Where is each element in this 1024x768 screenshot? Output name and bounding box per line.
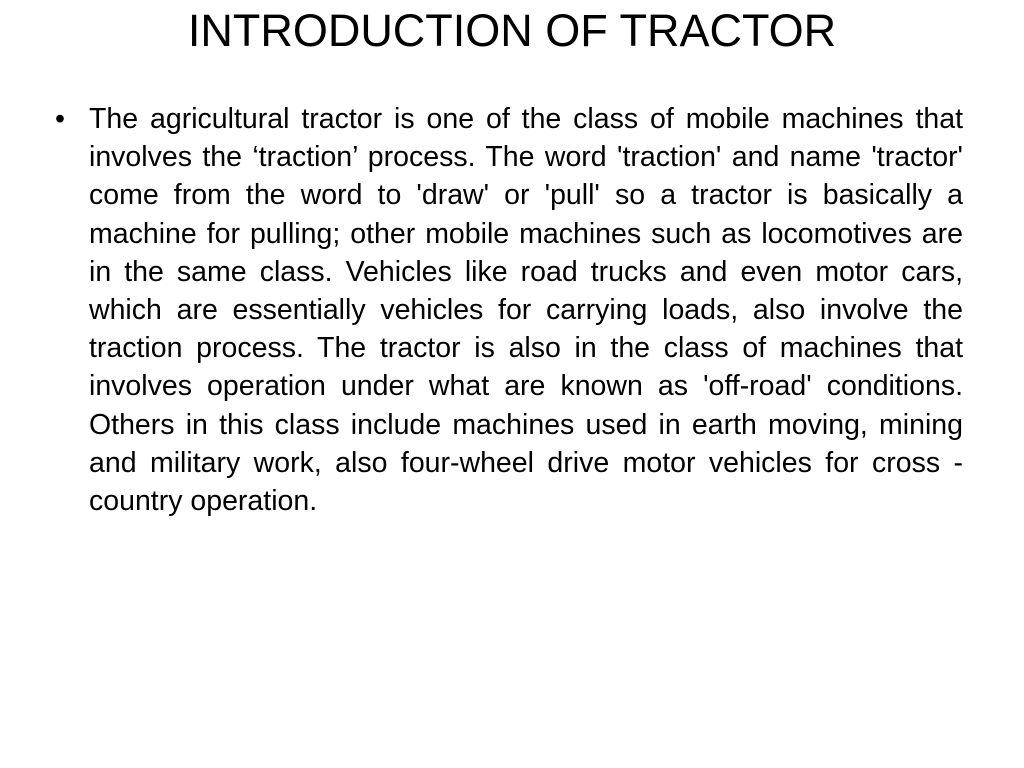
- slide-title: INTRODUCTION OF TRACTOR: [187, 5, 837, 56]
- bullet-text: The agricultural tractor is one of the class of mobile machines that involves the ‘traction’ process. The word 'traction' and name 'tractor' come from the word to 'draw' or 'pull' so a tractor is basically a machine for pulling; other mobile machines such as locomotives are in the same class. Vehicles like road trucks and even motor cars, which are essentially vehicles for carrying loads, also involve the traction process. The tractor is also in the class of machines that involves operation under what are known as 'off-road' conditions. Others in this class include machines used in earth moving, mining and military work, also four-wheel drive motor vehicles for cross - country operation.: [89, 103, 963, 518]
- bullet-marker: •: [55, 103, 65, 135]
- bullet-list: [55, 100, 963, 520]
- bullet-item: [55, 100, 963, 520]
